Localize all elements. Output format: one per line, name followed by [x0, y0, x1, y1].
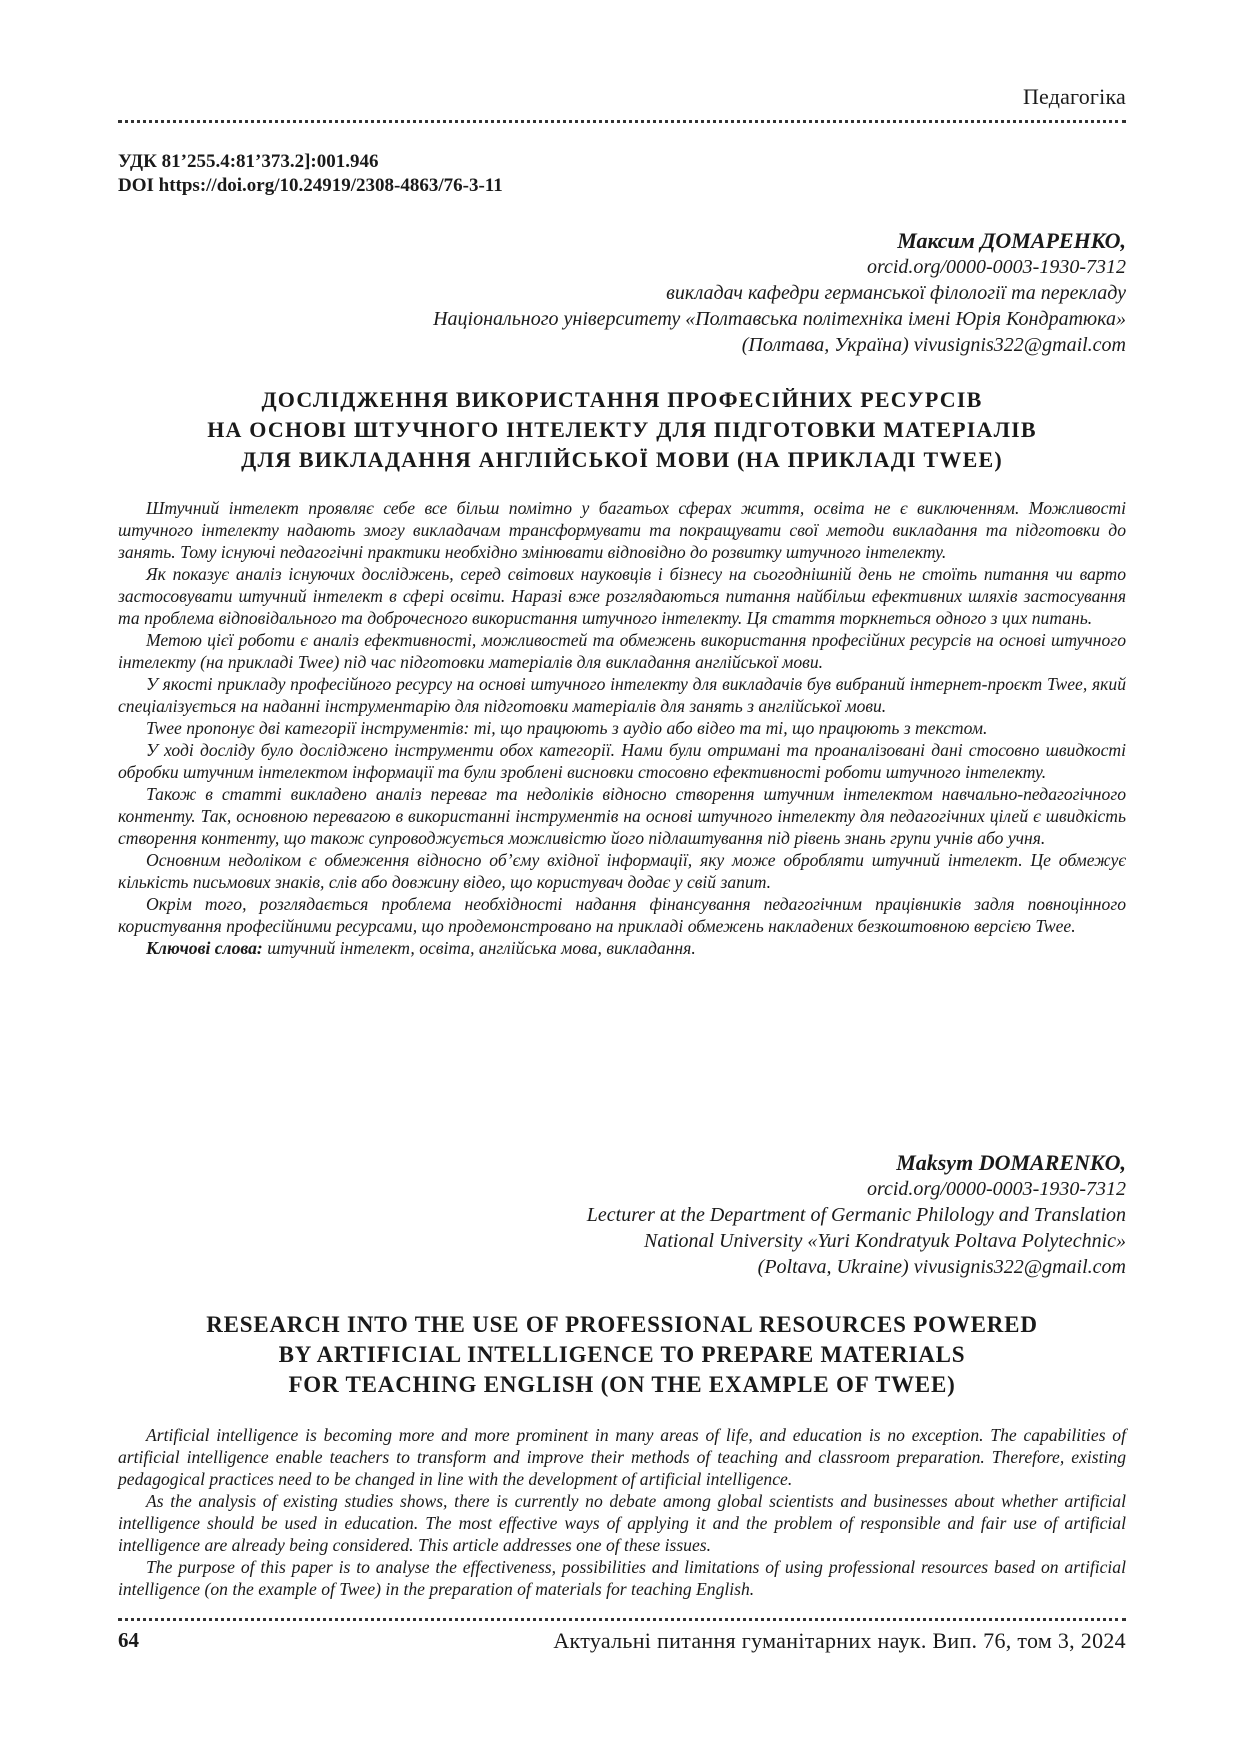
abstract-paragraph: Twee пропонує дві категорії інструментів: ті, що працюють з аудіо або відео та ті, що працюють з текстом.	[146, 718, 988, 738]
keywords-ua	[118, 937, 1126, 959]
header-divider	[118, 120, 1126, 123]
doi-link[interactable]: DOI https://doi.org/10.24919/2308-4863/76-3-11	[118, 175, 503, 196]
abstract-paragraph: Метою цієї роботи є аналіз ефективності, можливостей та обмежень використання професійних ресурсів на основі штучного інтелекту (на прикладі Twee) під час підготовки матеріалів для викладання англійської мови.	[118, 630, 1126, 672]
abstract-en	[118, 1424, 1126, 1600]
abstract-paragraph: Основним недоліком є обмеження відносно об’єму вхідної інформації, яку може обробляти штучний інтелект. Це обмежує кількість письмових знаків, слів або довжину відео, що користувач додає у свій запит.	[118, 850, 1126, 892]
author-position-ua: викладач кафедри германської філології та перекладу	[666, 282, 1126, 304]
author-name-ua: Максим ДОМАРЕНКО,	[897, 228, 1126, 253]
abstract-paragraph: Також в статті викладено аналіз переваг та недоліків відносно створення штучним інтелектом навчально-педагогічного контенту. Так, основною перевагою в використанні інструментів на основі штучного інтелекту для педагогічних цілей є швидкість створення контенту, що також супроводжується можливістю його підлаштування під рівень знань групи учнів або учня.	[118, 784, 1126, 848]
abstract-paragraph: У якості прикладу професійного ресурсу на основі штучного інтелекту для викладачів був вибраний інтернет-проєкт Twee, який спеціалізується на наданні інструментарію для підготовки матеріалів для занять з англійської мови.	[118, 674, 1126, 716]
author-location-email-en: (Poltava, Ukraine) vivusignis322@gmail.com	[757, 1256, 1126, 1278]
author-name-en: Maksym DOMARENKO,	[896, 1150, 1126, 1175]
title-ua-line: ДОСЛІДЖЕННЯ ВИКОРИСТАННЯ ПРОФЕСІЙНИХ РЕСУРСІВ	[261, 387, 983, 412]
abstract-paragraph: Штучний інтелект проявляє себе все більш помітно у багатьох сферах життя, освіта не є виключенням. Можливості штучного інтелекту надають змогу викладачам трансформувати та покращувати свої методи викладання та підготовки до занять. Тому існуючі педагогічні практики необхідно змінювати відповідно до розвитку штучного інтелекту.	[118, 498, 1126, 562]
abstract-paragraph: У ході досліду було досліджено інструменти обох категорії. Нами були отримані та проаналізовані дані стосовно швидкості обробки штучним інтелектом інформації та були зроблені висновки стосовно ефективності роботи штучного інтелекту.	[118, 740, 1126, 782]
title-en-line: FOR TEACHING ENGLISH (ON THE EXAMPLE OF TWEE)	[288, 1372, 956, 1397]
keywords-label: Ключові слова:	[146, 938, 263, 958]
page-number: 64	[118, 1628, 139, 1652]
running-head-section: Педагогіка	[1022, 84, 1126, 109]
author-orcid-ua[interactable]: orcid.org/0000-0003-1930-7312	[866, 256, 1126, 278]
author-affiliation-en: National University «Yuri Kondratyuk Poltava Polytechnic»	[644, 1230, 1126, 1252]
journal-citation: Актуальні питання гуманітарних наук. Вип. 76, том 3, 2024	[553, 1628, 1126, 1653]
author-position-en: Lecturer at the Department of Germanic Philology and Translation	[586, 1204, 1126, 1226]
author-orcid-en[interactable]: orcid.org/0000-0003-1930-7312	[866, 1178, 1126, 1200]
article-title-ua	[118, 385, 1126, 475]
abstract-paragraph: The purpose of this paper is to analyse the effectiveness, possibilities and limitations of using professional resources based on artificial intelligence (on the example of Twee) in the preparation of materials for teaching English.	[118, 1557, 1126, 1599]
abstract-paragraph: Окрім того, розглядається проблема необхідності надання фінансування педагогічним працівників задля повноцінного користування професійними ресурсами, що продемонстровано на прикладі обмежень накладених безкоштовною версією Twee.	[118, 894, 1126, 936]
footer-divider	[118, 1618, 1126, 1621]
author-location-email-ua: (Полтава, Україна) vivusignis322@gmail.com	[741, 334, 1126, 356]
title-ua-line: ДЛЯ ВИКЛАДАННЯ АНГЛІЙСЬКОЇ МОВИ (НА ПРИКЛАДІ TWEE)	[241, 447, 1003, 472]
author-block-ua	[118, 228, 1126, 358]
udc-code: УДК 81’255.4:81’373.2]:001.946	[118, 151, 379, 172]
title-ua-line: НА ОСНОВІ ШТУЧНОГО ІНТЕЛЕКТУ ДЛЯ ПІДГОТОВКИ МАТЕРІАЛІВ	[207, 417, 1037, 442]
author-block-en	[118, 1150, 1126, 1280]
abstract-paragraph: Як показує аналіз існуючих досліджень, серед світових науковців і бізнесу на сьогоднішній день не стоїть питання чи варто застосовувати штучний інтелект в сфері освіти. Наразі вже розглядаються питання найбільш ефективних шляхів застосування та проблема відповідального та доброчесного використання штучного інтелекту. Ця стаття торкнеться одного з цих питань.	[118, 564, 1126, 628]
keywords-list: штучний інтелект, освіта, англійська мова, викладання.	[262, 938, 696, 958]
journal-page	[118, 0, 1126, 1754]
article-meta	[118, 150, 503, 198]
abstract-paragraph: Artificial intelligence is becoming more and more prominent in many areas of life, and education is no exception. The capabilities of artificial intelligence enable teachers to transform and improve their methods of teaching and classroom preparation. Therefore, existing pedagogical practices need to be changed in line with the development of artificial intelligence.	[118, 1425, 1126, 1489]
abstract-ua	[118, 497, 1126, 959]
author-affiliation-ua: Національного університету «Полтавська політехніка імені Юрія Кондратюка»	[433, 308, 1126, 330]
article-title-en	[118, 1310, 1126, 1400]
abstract-paragraph: As the analysis of existing studies shows, there is currently no debate among global scientists and businesses about whether artificial intelligence should be used in education. The most effective ways of applying it and the problem of responsible and fair use of artificial intelligence are already being considered. This article addresses one of these issues.	[118, 1491, 1126, 1555]
title-en-line: RESEARCH INTO THE USE OF PROFESSIONAL RESOURCES POWERED	[206, 1312, 1038, 1337]
title-en-line: BY ARTIFICIAL INTELLIGENCE TO PREPARE MATERIALS	[278, 1342, 966, 1367]
